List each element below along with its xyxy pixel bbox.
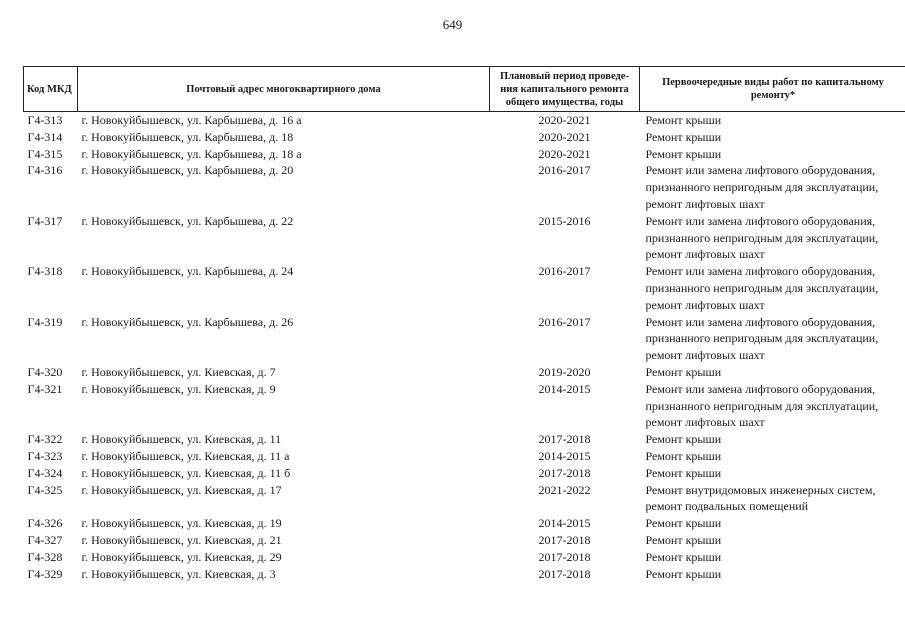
postal-address-cell: г. Новокуйбышевск, ул. Карбышева, д. 16 а [81, 113, 302, 127]
mkd-code-cell: Г4-324 [27, 465, 63, 480]
repair-period-cell: 2016-2017 [538, 163, 591, 178]
postal-address-cell: г. Новокуйбышевск, ул. Киевская, д. 3 [81, 566, 276, 581]
postal-address-cell: г. Новокуйбышевск, ул. Карбышева, д. 24 [81, 264, 294, 279]
works-line: ремонт лифтовых шахт [645, 247, 765, 262]
table-row [24, 112, 905, 129]
repair-period-cell: 2019-2020 [538, 364, 591, 379]
mkd-code-cell: Г4-314 [27, 129, 63, 144]
works-line: Ремонт крыши [645, 146, 722, 161]
mkd-code-cell: Г4-318 [27, 264, 63, 279]
postal-address-cell: г. Новокуйбышевск, ул. Киевская, д. 11 б [81, 465, 291, 480]
table-row [24, 549, 905, 566]
table-row [24, 532, 905, 549]
column-header-address: Почтовый адрес многоквартирного дома [78, 67, 490, 112]
works-line: ремонт подвальных помещений [645, 499, 809, 514]
works-line: признанного непригодным для эксплуатации, [645, 331, 879, 346]
repair-period-cell: 2020-2021 [538, 129, 591, 144]
table-row [24, 465, 905, 482]
priority-works-cell [640, 482, 905, 516]
works-line: Ремонт крыши [645, 432, 722, 447]
priority-works-cell [640, 314, 905, 364]
priority-works-cell [640, 515, 905, 532]
priority-works-cell [640, 431, 905, 448]
table-body [24, 112, 905, 583]
repair-period-cell: 2014-2015 [538, 381, 591, 396]
repair-period-cell: 2021-2022 [538, 482, 591, 497]
works-line: Ремонт крыши [645, 113, 722, 127]
priority-works-cell [640, 566, 905, 583]
mkd-code-cell: Г4-329 [27, 566, 63, 581]
priority-works-cell [640, 364, 905, 381]
priority-works-cell [640, 112, 905, 129]
mkd-code-cell: Г4-315 [27, 146, 63, 161]
priority-works-cell [640, 532, 905, 549]
works-line: Ремонт крыши [645, 516, 722, 531]
table-row [24, 162, 905, 212]
table-row [24, 263, 905, 313]
priority-works-cell [640, 146, 905, 163]
table-row [24, 448, 905, 465]
works-line: Ремонт крыши [645, 549, 722, 564]
repair-period-cell: 2016-2017 [538, 264, 591, 279]
mkd-code-cell: Г4-313 [27, 113, 63, 127]
works-line: Ремонт или замена лифтового оборудования, [645, 381, 876, 396]
works-line: Ремонт крыши [645, 465, 722, 480]
priority-works-cell [640, 381, 905, 431]
works-line: Ремонт крыши [645, 129, 722, 144]
postal-address-cell: г. Новокуйбышевск, ул. Киевская, д. 17 [81, 482, 282, 497]
table-row [24, 431, 905, 448]
works-line: Ремонт крыши [645, 364, 722, 379]
mkd-code-cell: Г4-317 [27, 213, 63, 228]
priority-works-cell [640, 213, 905, 263]
repair-period-cell: 2017-2018 [538, 532, 591, 547]
table-row [24, 482, 905, 516]
mkd-code-cell: Г4-316 [27, 163, 63, 178]
repair-period-cell: 2020-2021 [538, 113, 591, 127]
works-line: Ремонт или замена лифтового оборудования, [645, 264, 876, 279]
header-row [24, 67, 905, 112]
table-row [24, 364, 905, 381]
column-header-code: Код МКД [24, 67, 78, 112]
postal-address-cell: г. Новокуйбышевск, ул. Киевская, д. 7 [81, 364, 276, 379]
postal-address-cell: г. Новокуйбышевск, ул. Киевская, д. 9 [81, 381, 276, 396]
table-row [24, 515, 905, 532]
mkd-code-cell: Г4-323 [27, 448, 63, 463]
table-row [24, 314, 905, 364]
repair-period-cell: 2015-2016 [538, 213, 591, 228]
works-line: ремонт лифтовых шахт [645, 196, 765, 211]
works-line: Ремонт или замена лифтового оборудования, [645, 314, 876, 329]
works-line: признанного непригодным для эксплуатации, [645, 230, 879, 245]
repair-period-cell: 2014-2015 [538, 516, 591, 531]
postal-address-cell: г. Новокуйбышевск, ул. Карбышева, д. 20 [81, 163, 294, 178]
table-header [24, 67, 905, 112]
works-line: Ремонт крыши [645, 532, 722, 547]
works-line: Ремонт или замена лифтового оборудования, [645, 163, 876, 178]
repair-period-cell: 2014-2015 [538, 448, 591, 463]
repair-period-cell: 2020-2021 [538, 146, 591, 161]
works-line: Ремонт или замена лифтового оборудования, [645, 213, 876, 228]
repair-period-cell: 2017-2018 [538, 566, 591, 581]
mkd-code-cell: Г4-322 [27, 432, 63, 447]
table-row [24, 129, 905, 146]
works-line: ремонт лифтовых шахт [645, 297, 765, 312]
mkd-code-cell: Г4-328 [27, 549, 63, 564]
table-row [24, 146, 905, 163]
postal-address-cell: г. Новокуйбышевск, ул. Киевская, д. 21 [81, 532, 282, 547]
repair-period-cell: 2017-2018 [538, 549, 591, 564]
column-header-works: Первоочередные виды работ по капитальному ремонту* [640, 67, 905, 112]
repair-period-cell: 2016-2017 [538, 314, 591, 329]
page-number: 649 [442, 17, 463, 32]
priority-works-cell [640, 129, 905, 146]
priority-works-cell [640, 448, 905, 465]
repair-period-cell: 2017-2018 [538, 432, 591, 447]
postal-address-cell: г. Новокуйбышевск, ул. Киевская, д. 11 а [81, 448, 290, 463]
postal-address-cell: г. Новокуйбышевск, ул. Киевская, д. 19 [81, 516, 282, 531]
priority-works-cell [640, 263, 905, 313]
postal-address-cell: г. Новокуйбышевск, ул. Киевская, д. 11 [81, 432, 282, 447]
capital-repair-table [23, 66, 905, 582]
mkd-code-cell: Г4-325 [27, 482, 63, 497]
priority-works-cell [640, 162, 905, 212]
priority-works-cell [640, 465, 905, 482]
priority-works-cell [640, 549, 905, 566]
postal-address-cell: г. Новокуйбышевск, ул. Киевская, д. 29 [81, 549, 282, 564]
postal-address-cell: г. Новокуйбышевск, ул. Карбышева, д. 26 [81, 314, 294, 329]
works-line: ремонт лифтовых шахт [645, 348, 765, 363]
column-header-period: Плановый период проведе-ния капитального ремонта общего имущества, годы [490, 67, 640, 112]
mkd-code-cell: Г4-321 [27, 381, 63, 396]
table-row [24, 213, 905, 263]
repair-period-cell: 2017-2018 [538, 465, 591, 480]
works-line: признанного непригодным для эксплуатации, [645, 398, 879, 413]
mkd-code-cell: Г4-319 [27, 314, 63, 329]
works-line: Ремонт внутридомовых инженерных систем, [645, 482, 876, 497]
works-line: признанного непригодным для эксплуатации, [645, 280, 879, 295]
table-row [24, 566, 905, 583]
postal-address-cell: г. Новокуйбышевск, ул. Карбышева, д. 18 [81, 129, 294, 144]
works-line: Ремонт крыши [645, 566, 722, 581]
works-line: ремонт лифтовых шахт [645, 415, 765, 430]
mkd-code-cell: Г4-320 [27, 364, 63, 379]
mkd-code-cell: Г4-326 [27, 516, 63, 531]
table-row [24, 381, 905, 431]
postal-address-cell: г. Новокуйбышевск, ул. Карбышева, д. 22 [81, 213, 294, 228]
works-line: признанного непригодным для эксплуатации, [645, 180, 879, 195]
postal-address-cell: г. Новокуйбышевск, ул. Карбышева, д. 18 а [81, 146, 302, 161]
mkd-code-cell: Г4-327 [27, 532, 63, 547]
works-line: Ремонт крыши [645, 448, 722, 463]
